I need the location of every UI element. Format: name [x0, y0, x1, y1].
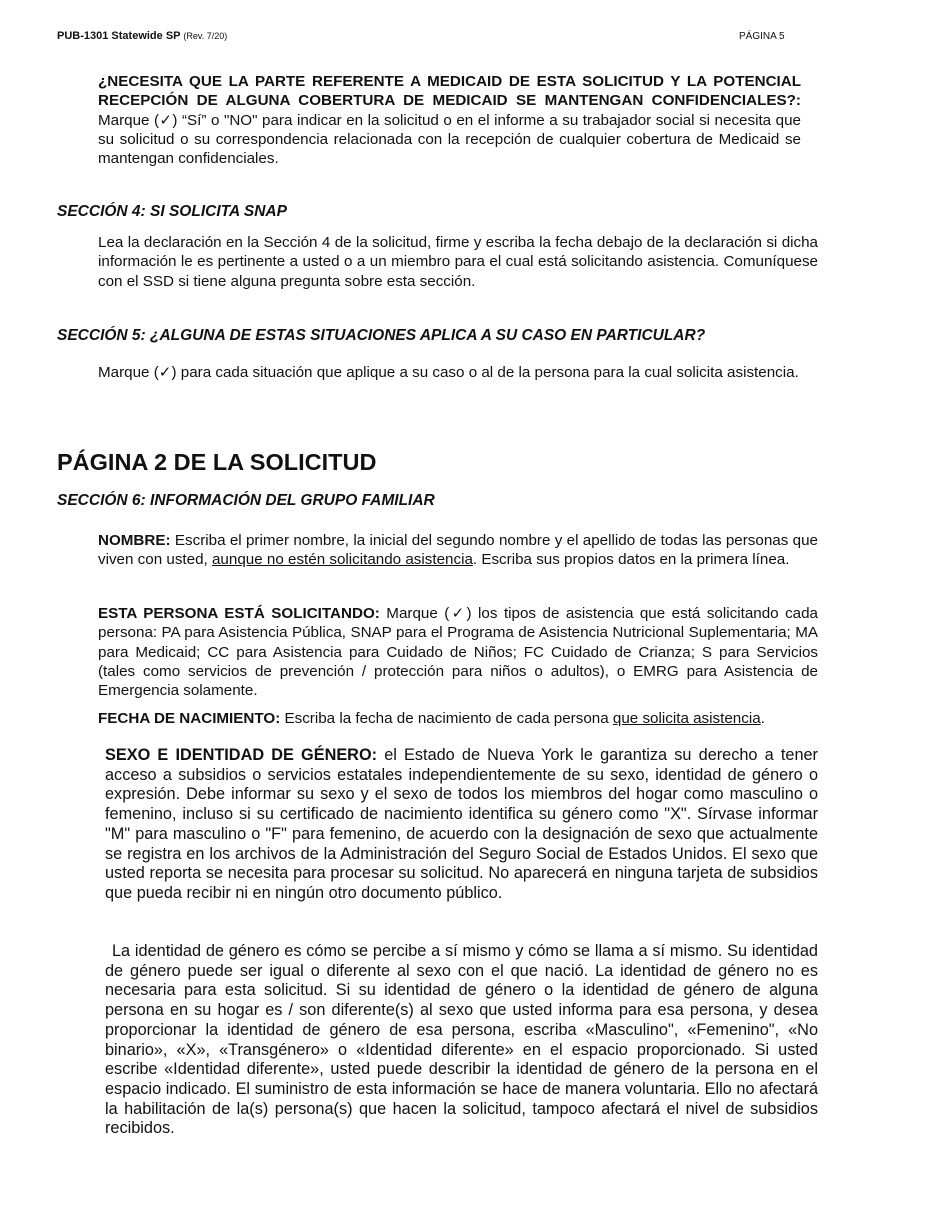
page-header — [57, 30, 893, 46]
solicitando-paragraph — [98, 604, 818, 700]
form-id — [57, 30, 227, 42]
confidential-text: Marque (✓) “Sí” o "NO" para indicar en la solicitud o en el informe a su trabajador social si necesita que su solicitud o su correspondencia relacionada con la recepción de cualquier cobertura de Medicaid se mantengan confidenciales. — [98, 111, 801, 168]
page-number: PÁGINA 5 — [739, 31, 785, 42]
nacimiento-text: Escriba la fecha de nacimiento de cada persona — [280, 710, 613, 727]
sexo-label: SEXO E IDENTIDAD DE GÉNERO: — [105, 746, 378, 764]
nombre-text-end: . Escriba sus propios datos en la primera línea. — [472, 551, 790, 569]
nombre-label: NOMBRE: — [98, 532, 171, 549]
section-6-title: SECCIÓN 6: INFORMACIÓN DEL GRUPO FAMILIAR — [57, 492, 435, 509]
identidad-paragraph — [105, 942, 818, 1139]
section-5-text: Marque (✓) para cada situación que aplique a su caso o al de la persona para la cual solicita asistencia. — [98, 364, 799, 381]
section-5-title: SECCIÓN 5: ¿ALGUNA DE ESTAS SITUACIONES APLICA A SU CASO EN PARTICULAR? — [57, 327, 706, 344]
form-number: PUB-1301 Statewide SP — [57, 30, 181, 42]
confidential-medicaid-paragraph — [98, 72, 801, 168]
page-2-title: PÁGINA 2 DE LA SOLICITUD — [57, 449, 377, 475]
nacimiento-paragraph — [98, 709, 818, 728]
form-revision: (Rev. 7/20) — [183, 31, 228, 41]
nombre-paragraph — [98, 531, 818, 570]
nacimiento-underlined: que solicita asistencia — [612, 710, 761, 727]
section-4-title: SECCIÓN 4: SI SOLICITA SNAP — [57, 203, 287, 220]
confidential-heading: ¿NECESITA QUE LA PARTE REFERENTE A MEDICAID DE ESTA SOLICITUD Y LA POTENCIAL RECEPCIÓN DE ALGUNA COBERTURA DE MEDICAID SE MANTENGAN CONFIDENCIALES?: — [98, 73, 801, 110]
nombre-text: Escriba el primer nombre, la inicial del segundo nombre y el apellido de todas las personas que viven con usted, — [98, 532, 818, 569]
sexo-text: el Estado de Nueva York le garantiza su derecho a tener acceso a subsidios o servicios estatales independientemente de su sexo, identidad de género o expresión. Debe informar su sexo y el sexo de todos los miembros del hogar como masculino o femenino, incluso si su certificado de nacimiento identifica su género como "X". Sírvase informar "M" para masculino o "F" para femenino, de acuerdo con la designación de sexo que actualmente se registra en los archivos de la Administración del Seguro Social de Estados Unidos. El sexo que usted reporta se necesita para procesar su solicitud. No aparecerá en ninguna tarjeta de subsidios que pueda recibir ni en ningún otro documento público. — [105, 746, 818, 902]
solicitando-text: Marque (✓) los tipos de asistencia que está solicitando cada persona: PA para Asistencia Pública, SNAP para el Programa de Asistencia Nutricional Suplementaria; MA para Medicaid; CC para Asistencia para Cuidado de Niños; FC Cuidado de Crianza; S para Servicios (tales como servicios de prevención / protección para niños o adultos), o EMRG para Asistencia de Emergencia solamente. — [98, 605, 819, 700]
nacimiento-label: FECHA DE NACIMIENTO: — [98, 710, 281, 727]
nombre-underlined: aunque no estén solicitando asistencia — [211, 551, 473, 569]
section-4-text: Lea la declaración en la Sección 4 de la solicitud, firme y escriba la fecha debajo de la declaración si dicha información le es pertinente a usted o a un miembro para el cual está solicitando asistencia. Comuníquese con el SSD si tiene alguna pregunta sobre esta sección. — [98, 234, 818, 290]
solicitando-label: ESTA PERSONA ESTÁ SOLICITANDO: — [98, 605, 380, 622]
identidad-text: La identidad de género es cómo se percibe a sí mismo y cómo se llama a sí mismo. Su identidad de género puede ser igual o diferente al sexo con el que nació. La identidad de género no es necesaria para esta solicitud. Si su identidad de género o la identidad de género de alguna persona en su hogar es / son diferente(s) al sexo que usted informa para esa persona, y desea proporcionar la identidad de género de esa persona, escriba «Masculino", «Femenino", «No binario», «X», «Transgénero» o «Identidad diferente» en el espacio proporcionado. Si usted escribe «Identidad diferente», usted puede describir la identidad de género de la persona en el espacio indicado. El suministro de esta información se hace de manera voluntaria. Ello no afectará la habilitación de la(s) persona(s) que hacen la solicitud, tampoco afectará el nivel de subsidios recibidos. — [105, 942, 818, 1138]
nacimiento-text-end: . — [760, 710, 765, 727]
sexo-paragraph — [105, 746, 818, 904]
